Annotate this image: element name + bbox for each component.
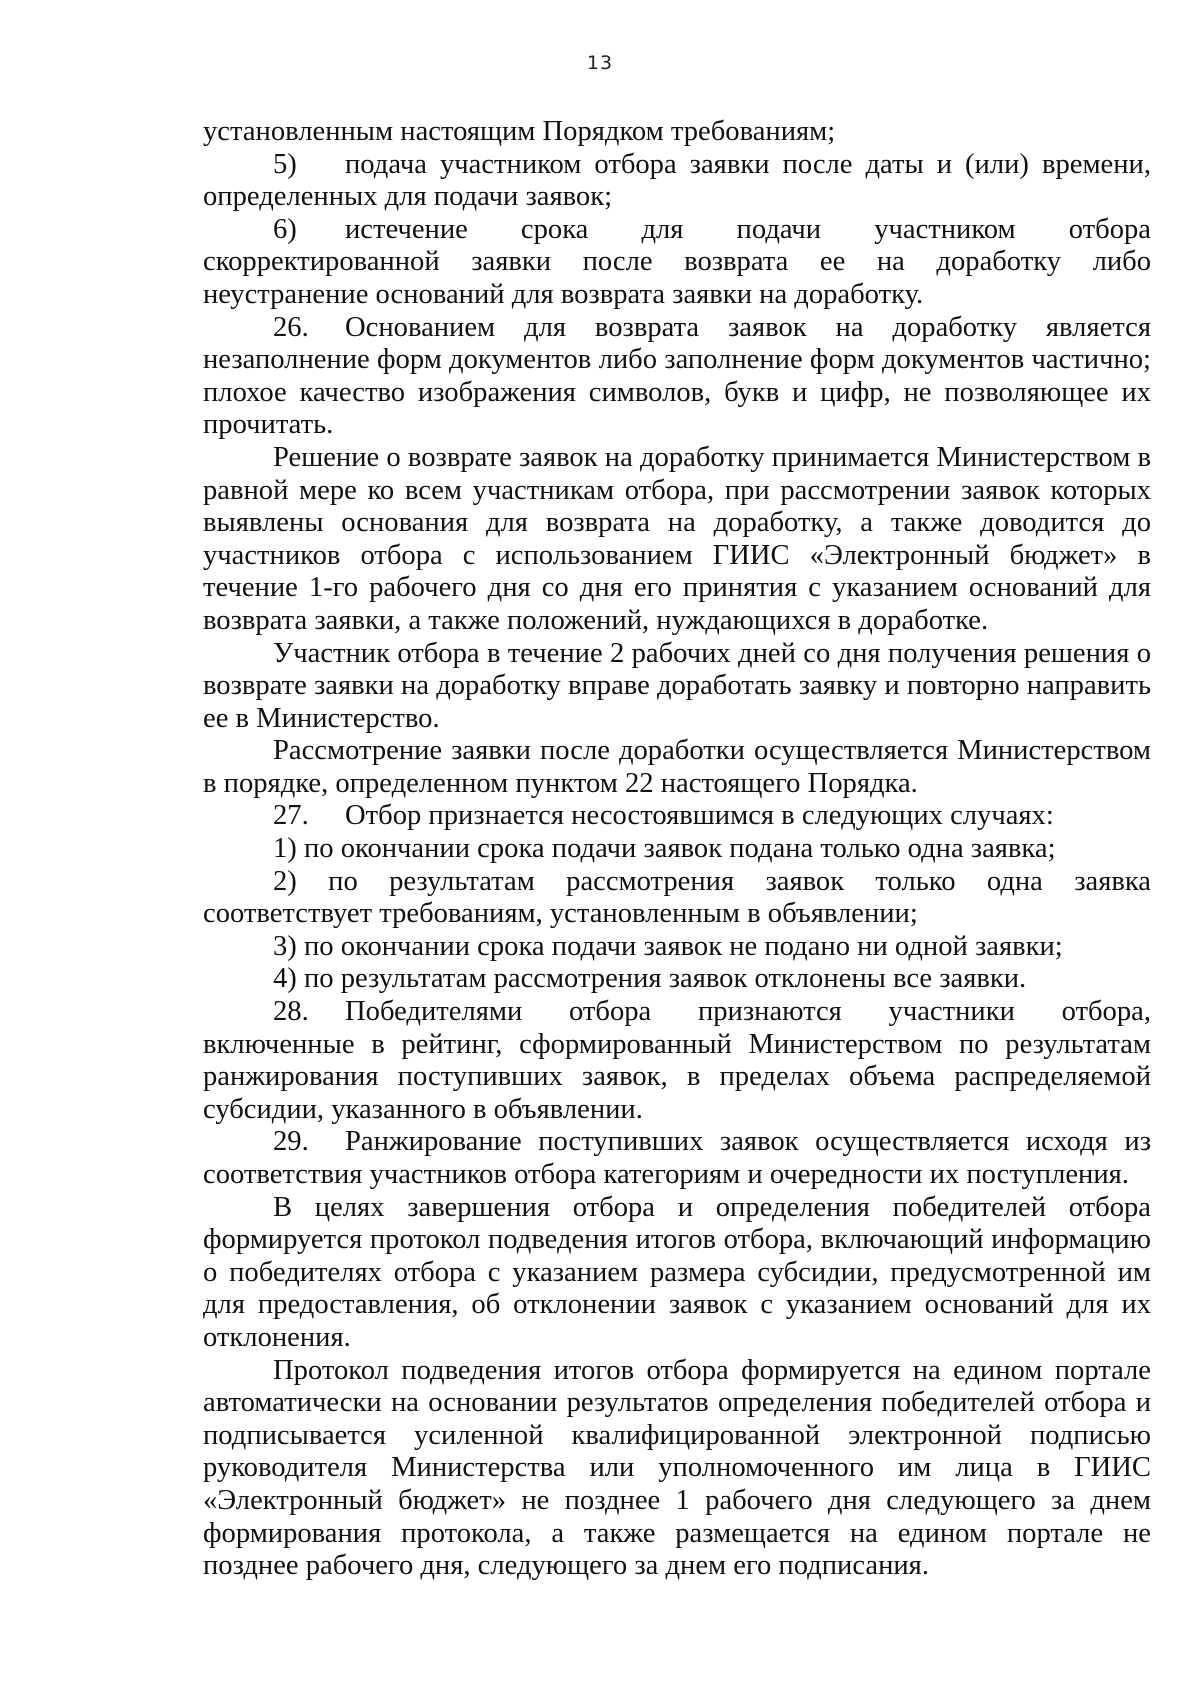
paragraph-participant-rework: Участник отбора в течение 2 рабочих дней со дня получения решения о возврате заявки на доработку вправе доработать заявку и повторно направить ее в Министерство. xyxy=(203,637,1151,734)
item-number: 6) xyxy=(273,213,297,245)
paragraph-review-after-rework: Рассмотрение заявки после доработки осуществляется Министерством в порядке, определенном пунктом 22 настоящего Порядка. xyxy=(203,735,1151,799)
clause-29: 29. Ранжирование поступивших заявок осуществляется исходя из соответствия участников отбора категориям и очередности их поступления. xyxy=(203,1126,1151,1190)
paragraph-continuation: установленным настоящим Порядком требованиям; xyxy=(203,116,836,147)
clause-number: 28. xyxy=(273,996,309,1028)
list-item-4: 4) по результатам рассмотрения заявок отклонены все заявки. xyxy=(273,963,1027,995)
document-body xyxy=(203,116,1151,1583)
clause-number: 27. xyxy=(273,800,309,832)
list-item-5: 5) подача участником отбора заявки после даты и (или) времени, определенных для подачи заявок; xyxy=(203,148,1151,213)
clause-27: 27. Отбор признается несостоявшимся в следующих случаях: xyxy=(273,800,1054,832)
list-item-2: 2) по результатам рассмотрения заявок только одна заявка соответствует требованиям, установленным в объявлении; xyxy=(203,865,1151,930)
clause-28: 28. Победителями отбора признаются участники отбора, включенные в рейтинг, сформированный Министерством по результатам ранжирования поступивших заявок, в пределах объема распределяемой субсидии, указанного в объявлении. xyxy=(203,996,1151,1125)
clause-number: 26. xyxy=(273,311,309,343)
page-number: 13 xyxy=(586,52,614,74)
paragraph-return-decision: Решение о возврате заявок на доработку принимается Министерством в равной мере ко всем участникам отбора, при рассмотрении заявок которых выявлены основания для возврата на доработку, а также доводится до участников отбора с использованием ГИИС «Электронный бюджет» в течение 1-го рабочего дня со дня его принятия с указанием оснований для возврата заявки, а также положений, нуждающихся в доработке. xyxy=(203,441,1151,636)
paragraph-protocol-signing: Протокол подведения итогов отбора формируется на едином портале автоматически на основании результатов определения победителей отбора и подписывается усиленной квалифицированной электронной подписью руководителя Министерства или уполномоченного им лица в ГИИС «Электронный бюджет» не позднее 1 рабочего дня следующего за днем формирования протокола, а также размещается на едином портале не позднее рабочего дня, следующего за днем его подписания. xyxy=(203,1354,1151,1582)
list-item-6: 6) истечение срока для подачи участником отбора скорректированной заявки после возврата ее на доработку либо неустранение оснований для возврата заявки на доработку. xyxy=(203,213,1151,310)
list-item-1: 1) по окончании срока подачи заявок подана только одна заявка; xyxy=(273,833,1056,865)
paragraph-protocol-purpose: В целях завершения отбора и определения победителей отбора формируется протокол подведения итогов отбора, включающий информацию о победителях отбора с указанием размера субсидии, предусмотренной им для предоставления, об отклонении заявок с указанием оснований для их отклонения. xyxy=(203,1191,1151,1353)
clause-26: 26. Основанием для возврата заявок на доработку является незаполнение форм документов либо заполнение форм документов частично; плохое качество изображения символов, букв и цифр, не позволяющее их прочитать. xyxy=(203,311,1151,441)
clause-number: 29. xyxy=(273,1126,309,1158)
item-number: 5) xyxy=(273,148,297,180)
list-item-3: 3) по окончании срока подачи заявок не подано ни одной заявки; xyxy=(273,930,1063,962)
